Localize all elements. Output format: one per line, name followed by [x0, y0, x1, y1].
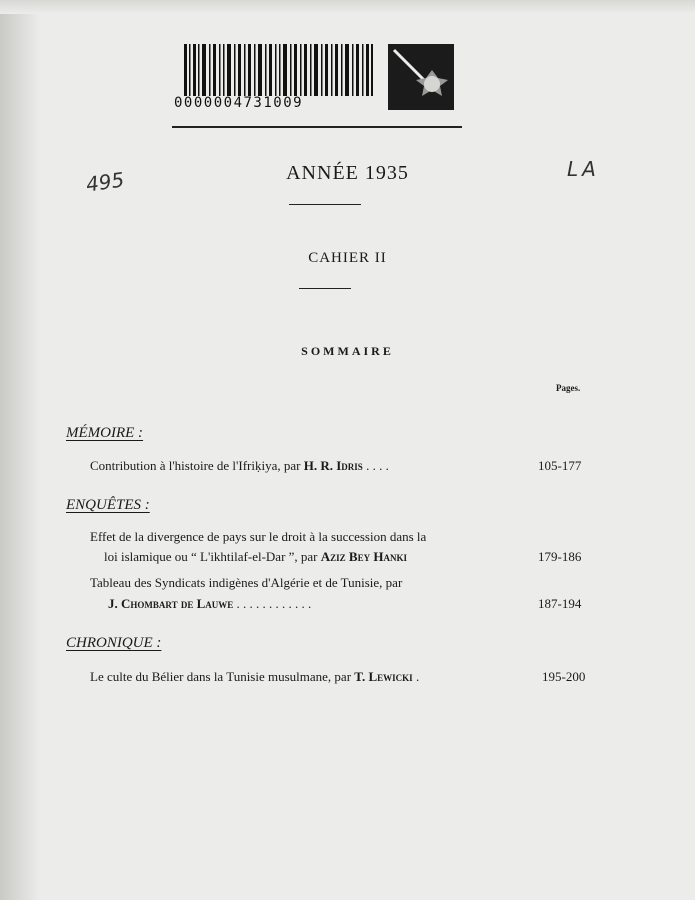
entry-author: H. R. Idris — [303, 458, 363, 473]
issue-cahier: CAHIER II — [308, 250, 387, 266]
toc-entry — [104, 549, 407, 565]
toc-entry — [90, 669, 419, 685]
entry-author: T. Lewicki — [354, 669, 413, 684]
entry-title: Le culte du Bélier dans la Tunisie musulmane, par — [90, 669, 355, 684]
section-title-chronique: CHRONIQUE : — [66, 635, 162, 651]
divider — [299, 288, 351, 289]
entry-pages: 179-186 — [538, 549, 582, 564]
entry-author: J. Chombart de Lauwe — [108, 596, 234, 611]
leader-dots: . — [412, 669, 420, 684]
page-edge-shadow — [0, 0, 40, 900]
handwritten-initials: LA — [567, 157, 600, 181]
entry-pages: 195-200 — [542, 669, 586, 684]
leader-dots: . . . . — [362, 458, 389, 473]
entry-author: Aziz Bey Hanki — [320, 549, 407, 564]
leader-dots: . . . . . . . . . . . . — [233, 596, 312, 611]
entry-pages: 187-194 — [538, 596, 582, 611]
entry-title: Contribution à l'histoire de l'Ifriḳiya, par — [90, 458, 304, 473]
toc-entry — [108, 596, 311, 612]
handwritten-number: 495 — [84, 167, 126, 197]
divider — [289, 204, 361, 205]
contents-heading: SOMMAIRE — [301, 344, 394, 358]
entry-pages: 105-177 — [538, 458, 582, 473]
toc-entry — [90, 458, 389, 474]
barcode-icon — [184, 44, 374, 96]
library-emblem-icon — [388, 44, 454, 110]
entry-title-line: Effet de la divergence de pays sur le droit à la succession dans la — [90, 529, 427, 544]
page-top-shadow — [0, 0, 695, 14]
entry-title-line: Tableau des Syndicats indigènes d'Algérie et de Tunisie, par — [90, 575, 403, 590]
barcode-number: 0000004731009 — [174, 95, 304, 111]
entry-title: loi islamique ou “ L'ikhtilaf-el-Dar ”, par — [104, 549, 321, 564]
section-title-enquetes: ENQUÊTES : — [66, 497, 150, 513]
pages-column-label: Pages. — [556, 383, 581, 393]
issue-year: ANNÉE 1935 — [286, 162, 409, 184]
section-title-memoire: MÉMOIRE : — [66, 425, 144, 441]
